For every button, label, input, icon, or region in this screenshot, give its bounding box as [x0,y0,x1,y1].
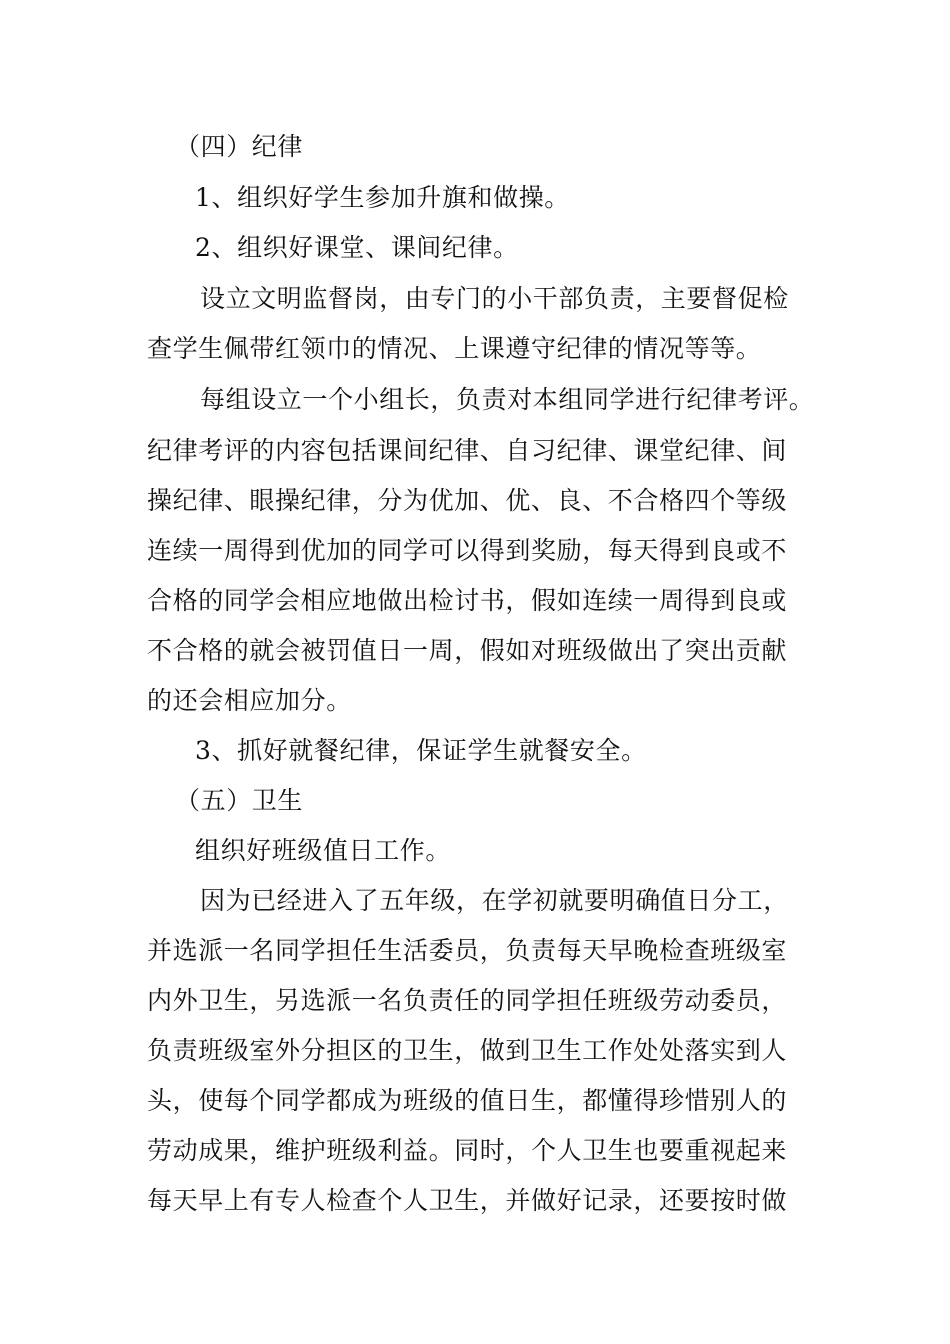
paragraph-line: 头，使每个同学都成为班级的值日生，都懂得珍惜别人的 [147,1086,788,1115]
paragraph-line: 劳动成果，维护班级利益。同时，个人卫生也要重视起来 [147,1136,788,1165]
section-heading-hygiene: （五）卫生 [175,786,304,815]
paragraph-line: 合格的同学会相应地做出检讨书，假如连续一周得到良或 [147,586,788,615]
paragraph-line: 内外卫生，另选派一名负责任的同学担任班级劳动委员， [147,986,788,1015]
paragraph-line: 1、组织好学生参加升旗和做操。 [195,183,570,212]
paragraph-line: 不合格的就会被罚值日一周，假如对班级做出了突出贡献 [147,636,788,665]
paragraph-line: 操纪律、眼操纪律，分为优加、优、良、不合格四个等级 [147,486,788,515]
paragraph-line: 每组设立一个小组长，负责对本组同学进行纪律考评。 [200,385,815,414]
paragraph-line: 每天早上有专人检查个人卫生，并做好记录，还要按时做 [147,1186,788,1215]
paragraph-line: 负责班级室外分担区的卫生，做到卫生工作处处落实到人 [147,1036,788,1065]
section-heading-discipline: （四）纪律 [175,132,304,161]
paragraph-line: 因为已经进入了五年级，在学初就要明确值日分工， [200,886,789,915]
paragraph-line: 连续一周得到优加的同学可以得到奖励，每天得到良或不 [147,536,788,565]
paragraph-line: 的还会相应加分。 [147,686,352,715]
paragraph-line: 查学生佩带红领巾的情况、上课遵守纪律的情况等等。 [147,334,762,363]
paragraph-line: 设立文明监督岗，由专门的小干部负责，主要督促检 [200,284,789,313]
paragraph-line: 2、组织好课堂、课间纪律。 [195,233,519,262]
paragraph-line: 纪律考评的内容包括课间纪律、自习纪律、课堂纪律、间 [147,436,788,465]
paragraph-line: 组织好班级值日工作。 [195,836,452,865]
paragraph-line: 并选派一名同学担任生活委员，负责每天早晚检查班级室 [147,936,788,965]
paragraph-line: 3、抓好就餐纪律，保证学生就餐安全。 [195,736,647,765]
